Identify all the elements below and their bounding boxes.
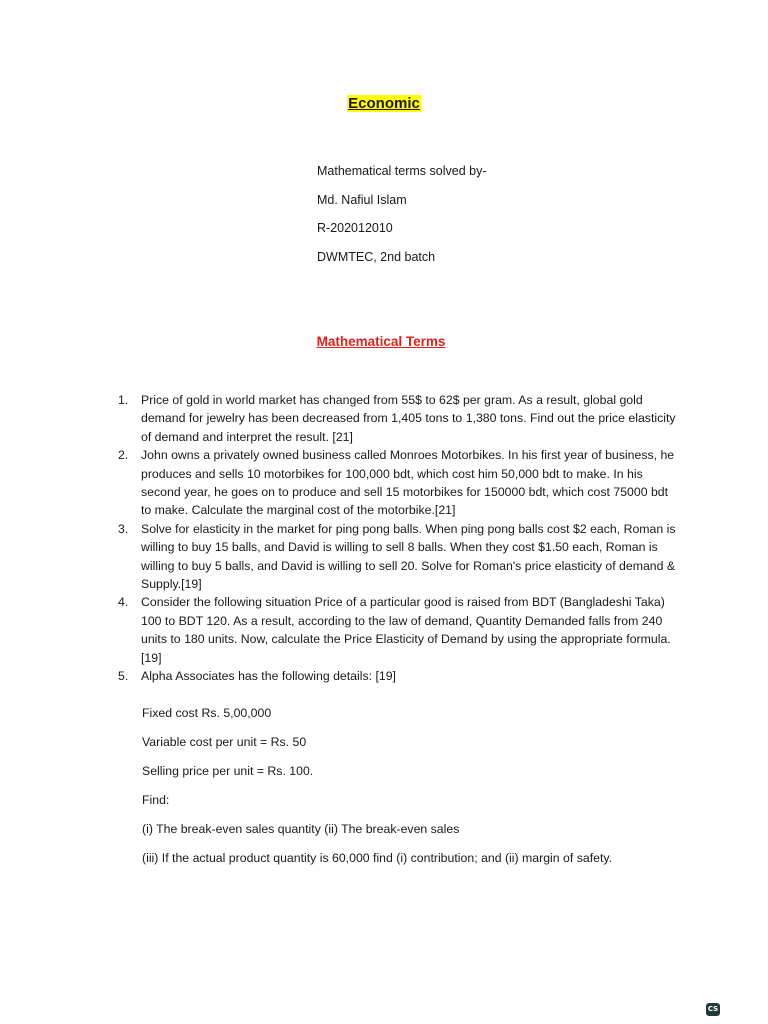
question-list [118, 391, 678, 686]
question-text: Price of gold in world market has changed from 55$ to 62$ per gram. As a result, global gold demand for jewelry has been decreased from 1,405 tons to 1,380 tons. Find out the price elasticity of demand and interpret the result. [21] [141, 393, 676, 444]
question-5-details [142, 704, 612, 878]
question-text: John owns a privately owned business called Monroes Motorbikes. In his first year of business, he produces and sells 10 motorbikes for 100,000 bdt, which cost him 50,000 bdt to make. In his second year, he goes on to produce and sell 15 motorbikes for 150000 bdt, which cost 75000 bdt to make. Calculate the marginal cost of the motorbike.[21] [141, 448, 675, 518]
document-title-text: Economic [348, 95, 420, 112]
question-item [118, 667, 678, 685]
document-title [0, 95, 768, 112]
question-number: 5. [118, 669, 129, 684]
author-line-batch: DWMTEC, 2nd batch [317, 249, 436, 264]
author-line-solved-by: Mathematical terms solved by- [317, 164, 487, 178]
detail-find-label: Find: [142, 793, 170, 807]
author-line-name: Md. Nafiul Islam [317, 192, 407, 207]
question-item [118, 593, 678, 667]
question-number: 3. [118, 521, 129, 536]
question-item [118, 446, 678, 520]
detail-subquestion-1: (i) The break-even sales quantity (ii) The break-even sales [142, 822, 460, 836]
section-title: Mathematical Terms [316, 334, 446, 349]
detail-subquestion-2: (iii) If the actual product quantity is 60,000 find (i) contribution; and (ii) margin of safety. [142, 851, 613, 865]
question-number: 2. [118, 448, 129, 463]
question-item [118, 520, 678, 594]
author-line-roll: R-202012010 [317, 221, 393, 235]
detail-variable-cost: Variable cost per unit = Rs. 50 [142, 735, 307, 749]
question-text: Alpha Associates has the following details: [19] [141, 669, 396, 684]
detail-fixed-cost: Fixed cost Rs. 5,00,000 [142, 706, 272, 720]
question-number: 4. [118, 595, 129, 610]
question-text: Solve for elasticity in the market for ping pong balls. When ping pong balls cost $2 each, Roman is willing to buy 15 balls, and David is willing to sell 8 balls. When they cost $1.50 each, Roman is willing to buy 5 balls, and David is willing to sell 20. Solve for Roman's price elasticity of demand & Supply.[19] [141, 521, 676, 592]
camscanner-logo-icon: CS [706, 1003, 720, 1016]
author-block [317, 162, 487, 276]
question-number: 1. [118, 393, 129, 407]
detail-selling-price: Selling price per unit = Rs. 100. [142, 764, 314, 778]
question-text: Consider the following situation Price of a particular good is raised from BDT (Bangladeshi Taka) 100 to BDT 120. As a result, according to the law of demand, Quantity Demanded falls from 240 units to 180 units. Now, calculate the Price Elasticity of Demand by using the appropriate formula.[19] [141, 595, 671, 665]
question-item [118, 391, 678, 446]
